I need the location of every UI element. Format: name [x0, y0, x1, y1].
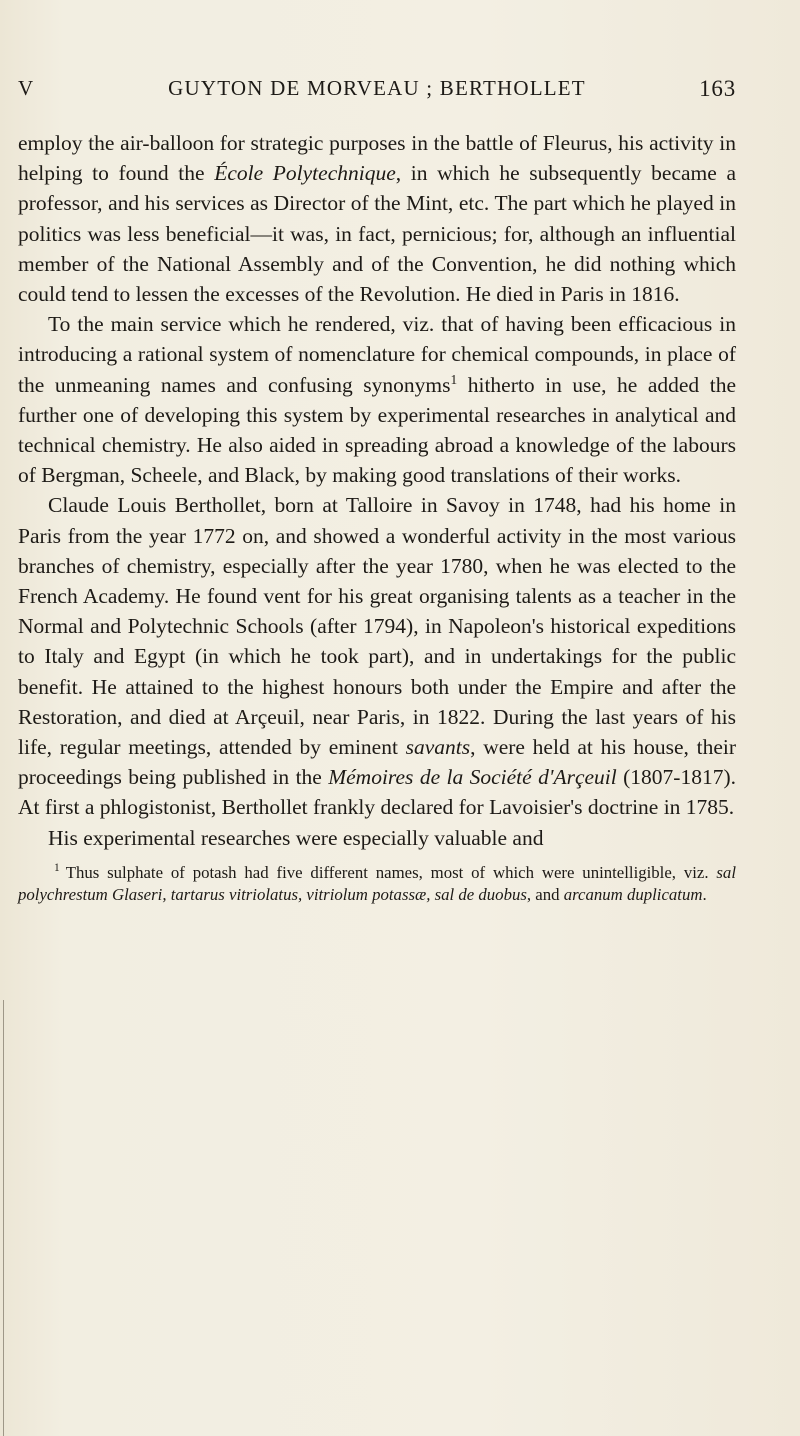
text-run: Claude Louis Berthollet, born at Talloire in Savoy in 1748, had his home in Paris from the year 1772 on, and showed a wonderful activity in the most various branches of chemistry, especially after the year 1780, when he was elected to the French Academy. He found vent for his great organising talents as a teacher in the Normal and Polytechnic Schools (after 1794), in Napoleon's historical expeditions to Italy and Egypt (in which he took part), and in undertakings for the public benefit. He attained to the highest honours both under the Empire and after the Restoration, and died at Arçeuil, near Paris, in 1822. During the last years of his life, regular meetings, attended by eminent: [18, 493, 736, 760]
paragraph-4: [18, 823, 736, 853]
footnote-reference: 1: [450, 371, 458, 387]
text-run: employ the air-balloon for strategic purposes in the battle of Fleurus, his activity in helping to found the: [18, 131, 736, 186]
page-number: 163: [699, 76, 736, 101]
footnote-1: [18, 862, 736, 907]
text-run: His experimental researches were especially valuable and: [48, 825, 544, 850]
running-title: GUYTON DE MORVEAU ; BERTHOLLET: [168, 76, 586, 100]
footnote-marker: 1: [54, 862, 60, 875]
chapter-number: V: [18, 76, 34, 100]
paragraph-2: [18, 309, 736, 490]
text-run: (1807-1817). At first a phlogistonist, Berthollet frankly declared for Lavoisier's doctrine in 1785.: [18, 765, 736, 820]
text-run: , in which he subsequently became a professor, and his services as Director of the Mint, etc. The part which he played in politics was less beneficial—it was, in fact, pernicious; for, although an influential member of the National Assembly and of the Convention, he did nothing which could tend to lessen the excesses of the Revolution. He died in Paris in 1816.: [18, 161, 736, 307]
text-run: hitherto in use, he added the further one of developing this system by experimental researches in analytical and technical chemistry. He also aided in spreading abroad a knowledge of the labours of Bergman, Scheele, and Black, by making good translations of their works.: [18, 372, 736, 488]
text-run: , were held at his house, their proceedings being published in the: [18, 735, 737, 790]
main-text: [18, 128, 736, 853]
text-run: , and: [526, 885, 564, 905]
footnote-area: [18, 862, 736, 907]
text-run: .: [702, 885, 707, 905]
paragraph-1: [18, 128, 736, 309]
page-edge-line: [3, 1000, 4, 1436]
italic-title: École Polytechnique: [214, 161, 396, 186]
text-run: To the main service which he rendered, viz. that of having been efficacious in introducing a rational system of nomenclature for chemical compounds, in place of the unmeaning names and confusing synonyms: [18, 312, 736, 397]
italic-names: sal polychrestum Glaseri, tartarus vitriolatus, vitriolum potassæ, sal de duobus: [18, 863, 736, 905]
running-header: [18, 76, 736, 106]
italic-term: savants: [405, 735, 471, 760]
italic-name: arcanum duplicatum: [563, 885, 703, 905]
italic-title: Mémoires de la Société d'Arçeuil: [328, 765, 617, 790]
paragraph-3: [18, 490, 736, 822]
text-run: Thus sulphate of potash had five different names, most of which were unintelligible, viz.: [65, 863, 717, 882]
